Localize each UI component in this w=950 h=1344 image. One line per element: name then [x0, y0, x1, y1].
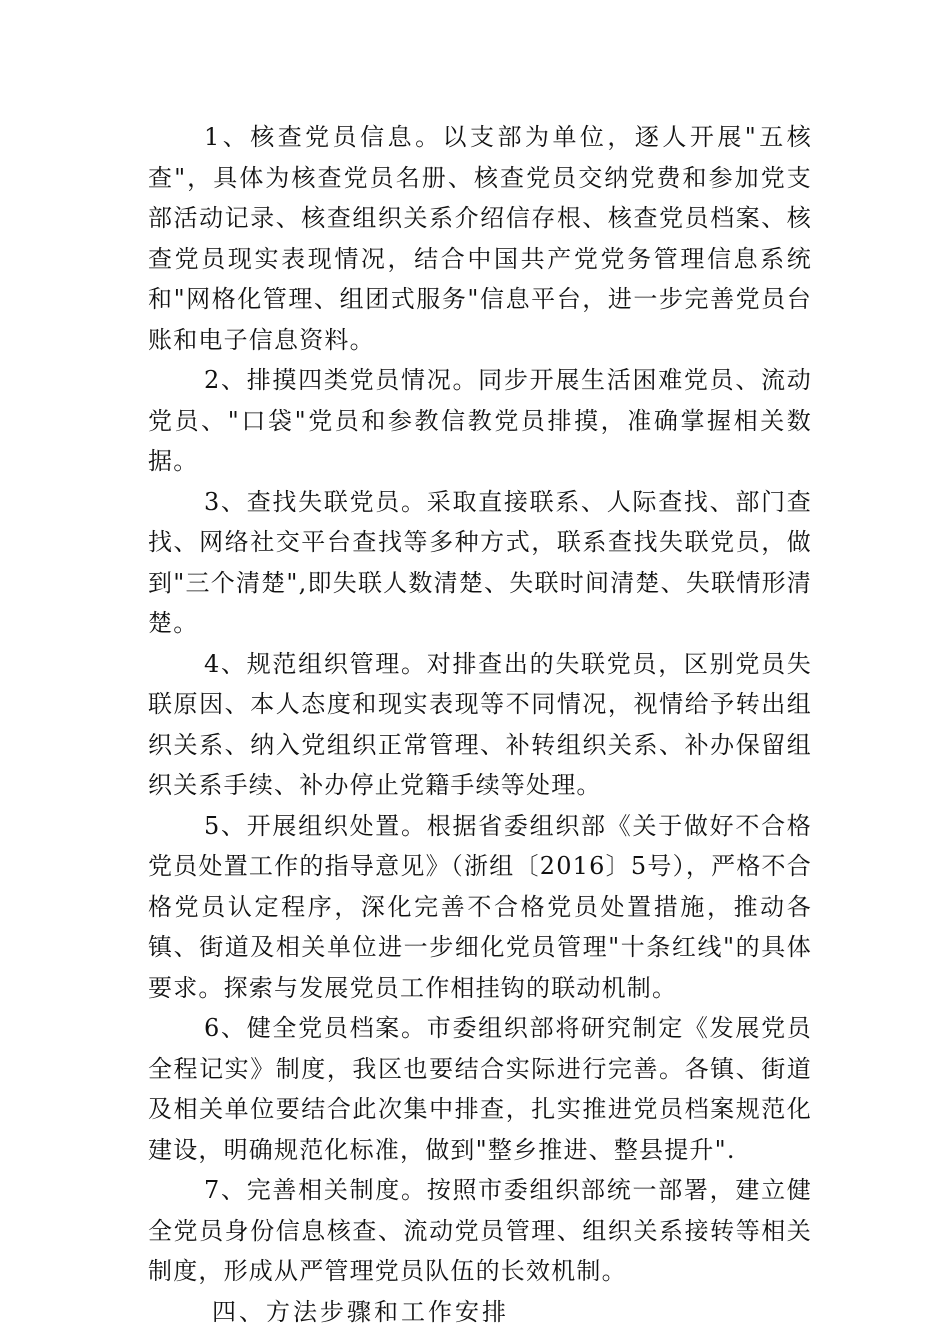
paragraph-5: 5、开展组织处置。根据省委组织部《关于做好不合格党员处置工作的指导意见》（浙组〔2016〕5号），严格不合格党员认定程序，深化完善不合格党员处置措施，推动各镇、街道及相关单位进一步细化党员管理"十条红线"的具体要求。探索与发展党员工作相挂钩的联动机制。 [148, 811, 812, 1002]
paragraph-7: 7、完善相关制度。按照市委组织部统一部署，建立健全党员身份信息核查、流动党员管理、组织关系接转等相关制度，形成从严管理党员队伍的长效机制。 [148, 1176, 812, 1285]
paragraph-1: 1、核查党员信息。以支部为单位，逐人开展"五核查"，具体为核查党员名册、核查党员交纳党费和参加党支部活动记录、核查组织关系介绍信存根、核查党员档案、核查党员现实表现情况，结合中国共产党党务管理信息系统和"网格化管理、组团式服务"信息平台，进一步完善党员台账和电子信息资料。 [148, 123, 812, 354]
paragraph-4: 4、规范组织管理。对排查出的失联党员，区别党员失联原因、本人态度和现实表现等不同情况，视情给予转出组织关系、纳入党组织正常管理、补转组织关系、补办保留组织关系手续、补办停止党籍手续等处理。 [148, 649, 812, 799]
document-body [148, 117, 812, 1332]
paragraph-2: 2、排摸四类党员情况。同步开展生活困难党员、流动党员、"口袋"党员和参教信教党员排摸，准确掌握相关数据。 [148, 366, 812, 475]
paragraph-3: 3、查找失联党员。采取直接联系、人际查找、部门查找、网络社交平台查找等多种方式，联系查找失联党员，做到"三个清楚",即失联人数清楚、失联时间清楚、失联情形清楚。 [148, 487, 812, 637]
section-heading: 四、方法步骤和工作安排 [212, 1297, 509, 1326]
paragraph-6: 6、健全党员档案。市委组织部将研究制定《发展党员全程记实》制度，我区也要结合实际进行完善。各镇、街道及相关单位要结合此次集中排查，扎实推进党员档案规范化建设，明确规范化标准，做到"整乡推进、整县提升". [148, 1014, 812, 1164]
